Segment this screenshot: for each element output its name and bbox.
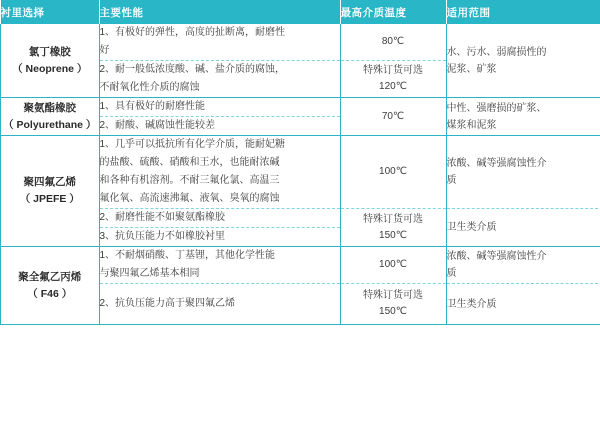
cell-scope <box>446 247 600 284</box>
temperature-value: 70℃ <box>381 110 405 122</box>
cell-performance <box>99 284 340 325</box>
column-header-scope: 适用范围 <box>446 0 600 24</box>
table-body <box>1 24 600 325</box>
table-row <box>1 136 600 209</box>
perf-line: 2、耐酸、碱腐蚀性能较差 <box>99 120 216 131</box>
material-name-cn: 聚四氟乙烯 <box>23 176 76 188</box>
cell-temperature <box>340 24 446 61</box>
cell-temperature <box>340 61 446 98</box>
cell-performance <box>99 136 340 209</box>
cell-material-neoprene <box>1 24 100 98</box>
temperature-note: 特殊订货可选 <box>363 65 423 76</box>
material-name-en: （ Polyurethane ） <box>3 118 97 131</box>
material-name-cn: 氯丁橡胶 <box>28 45 71 58</box>
cell-scope <box>446 209 600 247</box>
cell-performance <box>99 209 340 228</box>
scope-line: 质 <box>446 268 457 279</box>
material-name-cn: 聚全氟乙丙烯 <box>18 270 82 283</box>
cell-performance <box>99 228 340 247</box>
cell-performance <box>99 24 340 61</box>
cell-scope <box>446 98 600 136</box>
column-header-max-temperature: 最高介质温度 <box>340 0 446 24</box>
cell-material-ptfe <box>1 136 100 247</box>
perf-line: 氟化氧、高流速沸氟、液氧、臭氧的腐蚀 <box>99 193 280 204</box>
perf-line: 3、抗负压能力不如橡胶衬里 <box>99 231 226 242</box>
scope-line: 浓酸、碱等强腐蚀性介 <box>446 158 547 169</box>
scope-line: 浓酸、碱等强腐蚀性介 <box>446 251 547 262</box>
column-header-performance: 主要性能 <box>99 0 340 24</box>
perf-line: 与聚四氟乙烯基本相同 <box>99 268 200 279</box>
cell-material-fep <box>1 247 100 325</box>
cell-temperature <box>340 247 446 284</box>
scope-line: 卫生类介质 <box>446 222 497 233</box>
material-name-en: （ Neoprene ） <box>12 62 88 75</box>
cell-temperature <box>340 136 446 209</box>
temperature-value: 150℃ <box>379 306 407 317</box>
cell-performance <box>99 117 340 136</box>
perf-line: 1、几乎可以抵抗所有化学介质，能耐妃糖 <box>99 139 286 150</box>
material-name-cn: 聚氨酯橡胶 <box>23 101 76 114</box>
scope-line: 煤浆和泥浆 <box>446 119 497 131</box>
cell-performance <box>99 247 340 284</box>
cell-temperature <box>340 98 446 136</box>
temperature-value: 100℃ <box>379 166 407 177</box>
perf-line: 1、有极好的弹性，高度的扯断离，耐磨性 <box>99 27 286 38</box>
table-row <box>1 98 600 117</box>
temperature-note: 特殊订货可选 <box>363 290 423 301</box>
scope-line: 水、污水、弱腐损性的 <box>446 46 547 58</box>
perf-line: 和各种有机溶剂。不耐三氟化氯、高温三 <box>99 175 280 186</box>
perf-line: 2、抗负压能力高于聚四氟乙烯 <box>99 298 236 309</box>
temperature-value: 80℃ <box>381 36 405 47</box>
scope-line: 中性、强磨损的矿浆、 <box>446 102 547 114</box>
material-name-en: （ F46 ） <box>27 287 73 300</box>
perf-line: 1、具有极好的耐磨性能 <box>99 101 206 112</box>
cell-temperature <box>340 209 446 247</box>
perf-line: 1、不耐烟硝酸、丁基锂，其他化学性能 <box>99 250 276 261</box>
scope-line: 泥浆、矿浆 <box>446 63 497 75</box>
temperature-value: 120℃ <box>379 81 407 92</box>
cell-performance <box>99 61 340 98</box>
perf-line: 2、耐磨性能不如聚氨酯橡胶 <box>99 212 226 223</box>
material-name-en: （ JPEFE ） <box>19 193 80 205</box>
scope-line: 卫生类介质 <box>446 298 497 310</box>
perf-line: 不耐氧化性介质的腐蚀 <box>99 82 200 93</box>
table-row <box>1 247 600 284</box>
column-header-lining: 衬里选择 <box>1 0 100 24</box>
cell-material-polyurethane <box>1 98 100 136</box>
perf-line: 好 <box>99 45 110 56</box>
cell-performance <box>99 98 340 117</box>
perf-line: 2、耐一般低浓度酸、碱、盐介质的腐蚀， <box>99 64 286 75</box>
table-header-row <box>1 0 600 24</box>
scope-line: 质 <box>446 175 457 186</box>
table-row <box>1 24 600 61</box>
cell-scope <box>446 284 600 325</box>
table-header <box>1 0 600 24</box>
temperature-note: 特殊订货可选 <box>363 213 423 225</box>
temperature-value: 100℃ <box>379 259 407 270</box>
cell-scope <box>446 136 600 209</box>
temperature-value: 150℃ <box>379 229 407 241</box>
cell-scope <box>446 24 600 98</box>
perf-line: 的盐酸、硫酸、硝酸和王水，也能耐浓碱 <box>99 157 280 168</box>
cell-temperature <box>340 284 446 325</box>
